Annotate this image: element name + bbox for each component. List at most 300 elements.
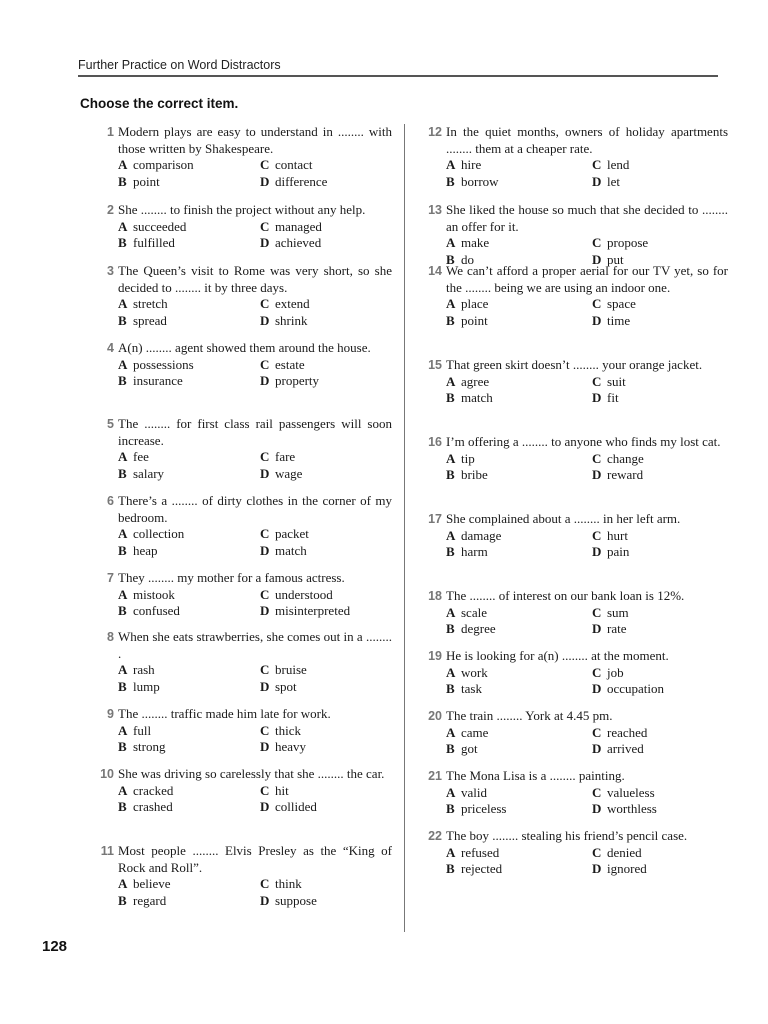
option-b[interactable]: [118, 174, 250, 191]
question-stem: They ........ my mother for a famous actress.: [118, 570, 345, 585]
option-letter: D: [260, 465, 270, 481]
option-letter: C: [260, 296, 270, 312]
answer-options: [446, 665, 728, 698]
question-number: 7: [107, 571, 114, 585]
answer-options: [446, 157, 728, 190]
option-c[interactable]: [592, 157, 728, 174]
option-text: regard: [133, 892, 167, 908]
option-letter: A: [446, 664, 456, 680]
option-text: scale: [461, 604, 487, 620]
option-c[interactable]: [260, 783, 392, 800]
running-header: Further Practice on Word Distractors: [78, 58, 281, 72]
question-stem: That green skirt doesn’t ........ your orange jacket.: [446, 357, 703, 372]
option-text: degree: [461, 621, 496, 637]
option-b[interactable]: [446, 390, 582, 407]
option-letter: B: [118, 678, 127, 694]
option-text: shrink: [275, 312, 308, 328]
option-letter: B: [446, 621, 455, 637]
option-text: reward: [607, 467, 644, 483]
option-text: borrow: [461, 173, 499, 189]
option-letter: A: [118, 449, 128, 465]
option-letter: C: [592, 527, 602, 543]
question-4: [98, 340, 392, 390]
option-d[interactable]: [592, 313, 728, 330]
question-16: [426, 434, 728, 484]
question-stem: The ........ of interest on our bank loan is 12%.: [446, 588, 685, 603]
option-text: hire: [461, 157, 482, 173]
option-letter: B: [118, 799, 127, 815]
question-8: [98, 629, 392, 695]
option-a[interactable]: [118, 219, 250, 236]
question-stem: The Queen’s visit to Rome was very short, so she decided to ........ it by three days.: [118, 263, 392, 295]
option-text: worthless: [607, 801, 657, 817]
question-6: [98, 493, 392, 559]
option-letter: D: [260, 312, 270, 328]
question-number: 21: [428, 769, 442, 783]
option-letter: A: [446, 527, 456, 543]
option-b[interactable]: [118, 739, 250, 756]
option-letter: B: [118, 312, 127, 328]
option-text: misinterpreted: [275, 603, 351, 619]
question-number: 10: [100, 767, 114, 781]
question-stem: The Mona Lisa is a ........ painting.: [446, 768, 625, 783]
option-letter: C: [260, 722, 270, 738]
question-stem: She was driving so carelessly that she ........ the car.: [118, 766, 385, 781]
option-c[interactable]: [260, 876, 392, 893]
option-text: got: [461, 741, 478, 757]
option-text: reached: [607, 724, 648, 740]
option-b[interactable]: [118, 466, 250, 483]
option-letter: B: [446, 312, 455, 328]
option-letter: C: [592, 664, 602, 680]
option-letter: D: [592, 861, 602, 877]
option-c[interactable]: [592, 845, 728, 862]
question-7: [98, 570, 392, 620]
option-letter: B: [118, 739, 127, 755]
question-number: 8: [107, 630, 114, 644]
option-c[interactable]: [260, 587, 392, 604]
option-letter: B: [118, 235, 127, 251]
question-18: [426, 588, 728, 638]
option-a[interactable]: [118, 876, 250, 893]
answer-options: [118, 296, 392, 329]
option-c[interactable]: [260, 449, 392, 466]
option-letter: A: [118, 662, 128, 678]
option-c[interactable]: [260, 357, 392, 374]
answer-options: [118, 723, 392, 756]
option-d[interactable]: [592, 681, 728, 698]
option-text: packet: [275, 526, 309, 542]
option-letter: C: [592, 296, 602, 312]
question-stem: She liked the house so much that she decided to ........ an offer for it.: [446, 202, 728, 234]
option-text: fee: [133, 449, 149, 465]
question-stem: He is looking for a(n) ........ at the moment.: [446, 648, 669, 663]
option-letter: D: [592, 741, 602, 757]
option-text: task: [461, 681, 482, 697]
option-letter: C: [592, 844, 602, 860]
option-text: work: [461, 664, 488, 680]
option-letter: A: [118, 722, 128, 738]
option-letter: D: [592, 390, 602, 406]
question-19: [426, 648, 728, 698]
option-text: do: [461, 251, 474, 267]
answer-options: [118, 662, 392, 695]
question-5: [98, 416, 392, 482]
option-text: contact: [275, 157, 313, 173]
option-c[interactable]: [260, 219, 392, 236]
option-text: salary: [133, 465, 165, 481]
option-letter: D: [260, 235, 270, 251]
option-c[interactable]: [592, 451, 728, 468]
option-d[interactable]: [592, 467, 728, 484]
answer-options: [446, 785, 728, 818]
option-d[interactable]: [260, 174, 392, 191]
option-d[interactable]: [260, 235, 392, 252]
option-letter: B: [118, 892, 127, 908]
option-letter: B: [446, 741, 455, 757]
question-number: 22: [428, 829, 442, 843]
option-letter: A: [446, 844, 456, 860]
option-text: heap: [133, 542, 158, 558]
option-letter: A: [446, 296, 456, 312]
option-text: place: [461, 296, 489, 312]
option-text: stretch: [133, 296, 168, 312]
option-text: wage: [275, 465, 303, 481]
option-letter: B: [446, 390, 455, 406]
option-letter: B: [446, 801, 455, 817]
question-number: 18: [428, 589, 442, 603]
question-stem: Most people ........ Elvis Presley as the “King of Rock and Roll”.: [118, 843, 392, 875]
option-text: job: [607, 664, 624, 680]
option-letter: A: [446, 784, 456, 800]
question-number: 13: [428, 203, 442, 217]
question-number: 5: [107, 417, 114, 431]
option-text: rash: [133, 662, 155, 678]
option-letter: D: [260, 542, 270, 558]
option-a[interactable]: [446, 725, 582, 742]
option-c[interactable]: [592, 725, 728, 742]
option-text: point: [133, 173, 160, 189]
option-text: put: [607, 251, 624, 267]
option-letter: D: [592, 312, 602, 328]
question-20: [426, 708, 728, 758]
option-text: estate: [275, 356, 305, 372]
answer-options: [118, 449, 392, 482]
question-number: 4: [107, 341, 114, 355]
option-a[interactable]: [446, 374, 582, 391]
option-c[interactable]: [260, 296, 392, 313]
option-c[interactable]: [592, 605, 728, 622]
option-text: propose: [607, 235, 649, 251]
option-letter: C: [260, 449, 270, 465]
option-text: denied: [607, 844, 642, 860]
question-stem: We can’t afford a proper aerial for our TV yet, so for the ........ being we are using an indoor one.: [446, 263, 728, 295]
option-text: difference: [275, 173, 328, 189]
option-text: occupation: [607, 681, 665, 697]
option-letter: B: [118, 603, 127, 619]
option-b[interactable]: [446, 801, 582, 818]
option-letter: B: [446, 173, 455, 189]
option-b[interactable]: [118, 373, 250, 390]
question-number: 14: [428, 264, 442, 278]
answer-options: [118, 587, 392, 620]
option-text: hurt: [607, 527, 628, 543]
option-text: hit: [275, 782, 289, 798]
option-a[interactable]: [446, 785, 582, 802]
option-text: property: [275, 373, 320, 389]
option-letter: C: [260, 586, 270, 602]
option-letter: A: [118, 356, 128, 372]
option-c[interactable]: [592, 374, 728, 391]
option-letter: C: [592, 604, 602, 620]
option-b[interactable]: [118, 235, 250, 252]
option-d[interactable]: [592, 741, 728, 758]
question-17: [426, 511, 728, 561]
option-d[interactable]: [260, 739, 392, 756]
question-number: 17: [428, 512, 442, 526]
option-a[interactable]: [446, 157, 582, 174]
instruction-heading: Choose the correct item.: [80, 96, 239, 111]
question-number: 1: [107, 125, 114, 139]
question-14: [426, 263, 728, 329]
option-text: make: [461, 235, 490, 251]
question-stem: A(n) ........ agent showed them around the house.: [118, 340, 371, 355]
option-a[interactable]: [118, 449, 250, 466]
option-b[interactable]: [446, 681, 582, 698]
question-number: 19: [428, 649, 442, 663]
column-divider: [404, 124, 405, 932]
option-b[interactable]: [446, 544, 582, 561]
answer-options: [446, 725, 728, 758]
option-a[interactable]: [446, 235, 582, 252]
option-letter: B: [118, 373, 127, 389]
question-stem: She complained about a ........ in her left arm.: [446, 511, 681, 526]
option-b[interactable]: [446, 861, 582, 878]
option-text: bribe: [461, 467, 488, 483]
option-text: suit: [607, 373, 626, 389]
option-b[interactable]: [446, 621, 582, 638]
option-letter: D: [260, 799, 270, 815]
option-letter: D: [260, 739, 270, 755]
option-text: collection: [133, 526, 185, 542]
option-d[interactable]: [260, 313, 392, 330]
option-text: lump: [133, 678, 160, 694]
option-letter: D: [592, 621, 602, 637]
option-text: crashed: [133, 799, 173, 815]
option-a[interactable]: [446, 665, 582, 682]
option-letter: B: [446, 544, 455, 560]
option-d[interactable]: [592, 544, 728, 561]
option-text: agree: [461, 373, 490, 389]
option-d[interactable]: [260, 603, 392, 620]
answer-options: [446, 605, 728, 638]
answer-options: [118, 526, 392, 559]
option-text: fulfilled: [133, 235, 175, 251]
question-number: 16: [428, 435, 442, 449]
option-a[interactable]: [446, 528, 582, 545]
option-c[interactable]: [592, 665, 728, 682]
question-1: [98, 124, 392, 190]
option-b[interactable]: [118, 603, 250, 620]
option-letter: B: [118, 173, 127, 189]
question-number: 9: [107, 707, 114, 721]
question-number: 2: [107, 203, 114, 217]
option-letter: D: [592, 801, 602, 817]
option-text: match: [275, 542, 307, 558]
option-letter: B: [118, 542, 127, 558]
option-b[interactable]: [446, 174, 582, 191]
option-d[interactable]: [592, 174, 728, 191]
option-a[interactable]: [446, 296, 582, 313]
option-b[interactable]: [118, 799, 250, 816]
option-d[interactable]: [592, 621, 728, 638]
option-c[interactable]: [260, 662, 392, 679]
option-a[interactable]: [446, 845, 582, 862]
question-number: 6: [107, 494, 114, 508]
option-letter: A: [118, 526, 128, 542]
question-number: 15: [428, 358, 442, 372]
option-text: valid: [461, 784, 487, 800]
option-text: insurance: [133, 373, 183, 389]
option-d[interactable]: [260, 543, 392, 560]
answer-options: [118, 219, 392, 252]
option-a[interactable]: [446, 451, 582, 468]
option-letter: D: [260, 173, 270, 189]
option-d[interactable]: [260, 466, 392, 483]
option-a[interactable]: [118, 526, 250, 543]
option-text: strong: [133, 739, 166, 755]
answer-options: [118, 357, 392, 390]
answer-options: [118, 783, 392, 816]
answer-options: [446, 296, 728, 329]
option-c[interactable]: [592, 785, 728, 802]
option-b[interactable]: [446, 313, 582, 330]
option-letter: C: [260, 662, 270, 678]
question-stem: In the quiet months, owners of holiday apartments ........ them at a cheaper rate.: [446, 124, 728, 156]
option-d[interactable]: [260, 679, 392, 696]
answer-options: [446, 374, 728, 407]
option-text: achieved: [275, 235, 322, 251]
option-b[interactable]: [118, 313, 250, 330]
option-text: point: [461, 312, 488, 328]
answer-options: [446, 528, 728, 561]
question-11: [98, 843, 392, 909]
option-text: cracked: [133, 782, 174, 798]
option-text: damage: [461, 527, 502, 543]
option-letter: C: [592, 784, 602, 800]
answer-options: [118, 157, 392, 190]
option-d[interactable]: [260, 373, 392, 390]
option-letter: C: [592, 373, 602, 389]
option-c[interactable]: [260, 723, 392, 740]
option-text: thick: [275, 722, 301, 738]
option-text: arrived: [607, 741, 644, 757]
question-10: [98, 766, 392, 816]
option-letter: C: [260, 218, 270, 234]
option-a[interactable]: [118, 783, 250, 800]
option-letter: C: [260, 782, 270, 798]
option-b[interactable]: [118, 679, 250, 696]
question-stem: I’m offering a ........ to anyone who finds my lost cat.: [446, 434, 721, 449]
option-text: fit: [607, 390, 619, 406]
option-letter: A: [446, 724, 456, 740]
option-a[interactable]: [118, 157, 250, 174]
option-text: suppose: [275, 892, 317, 908]
option-c[interactable]: [592, 528, 728, 545]
option-a[interactable]: [118, 587, 250, 604]
option-letter: C: [260, 356, 270, 372]
option-letter: D: [260, 373, 270, 389]
option-text: comparison: [133, 157, 194, 173]
option-letter: C: [260, 526, 270, 542]
option-b[interactable]: [118, 543, 250, 560]
option-text: harm: [461, 544, 488, 560]
option-text: let: [607, 173, 620, 189]
option-letter: A: [446, 157, 456, 173]
option-letter: A: [118, 218, 128, 234]
option-text: valueless: [607, 784, 655, 800]
question-stem: Modern plays are easy to understand in ........ with those written by Shakespeare.: [118, 124, 392, 156]
option-text: spread: [133, 312, 167, 328]
option-text: sum: [607, 604, 629, 620]
option-letter: B: [446, 251, 455, 267]
option-text: ignored: [607, 861, 647, 877]
option-text: extend: [275, 296, 310, 312]
question-stem: The ........ traffic made him late for work.: [118, 706, 331, 721]
option-letter: C: [260, 157, 270, 173]
option-a[interactable]: [118, 723, 250, 740]
question-stem: She ........ to finish the project without any help.: [118, 202, 366, 217]
option-text: spot: [275, 678, 297, 694]
option-a[interactable]: [118, 662, 250, 679]
option-text: heavy: [275, 739, 307, 755]
option-letter: D: [592, 544, 602, 560]
option-letter: A: [446, 235, 456, 251]
option-d[interactable]: [260, 893, 392, 910]
option-text: think: [275, 876, 302, 892]
option-letter: A: [118, 157, 128, 173]
option-a[interactable]: [446, 605, 582, 622]
option-c[interactable]: [260, 526, 392, 543]
option-c[interactable]: [592, 296, 728, 313]
option-text: managed: [275, 218, 322, 234]
question-number: 3: [107, 264, 114, 278]
option-c[interactable]: [260, 157, 392, 174]
option-text: mistook: [133, 586, 175, 602]
option-d[interactable]: [260, 799, 392, 816]
option-b[interactable]: [446, 741, 582, 758]
option-letter: D: [592, 173, 602, 189]
question-stem: The ........ for first class rail passengers will soon increase.: [118, 416, 392, 448]
option-b[interactable]: [118, 893, 250, 910]
option-d[interactable]: [592, 861, 728, 878]
question-number: 20: [428, 709, 442, 723]
option-letter: A: [118, 782, 128, 798]
option-letter: A: [118, 296, 128, 312]
option-a[interactable]: [118, 296, 250, 313]
question-number: 11: [100, 844, 114, 858]
option-c[interactable]: [592, 235, 728, 252]
answer-options: [118, 876, 392, 909]
option-d[interactable]: [592, 390, 728, 407]
option-letter: D: [592, 467, 602, 483]
option-d[interactable]: [592, 801, 728, 818]
option-letter: D: [592, 681, 602, 697]
question-stem: When she eats strawberries, she comes out in a ........ .: [118, 629, 392, 661]
option-text: lend: [607, 157, 630, 173]
option-b[interactable]: [446, 467, 582, 484]
option-a[interactable]: [118, 357, 250, 374]
